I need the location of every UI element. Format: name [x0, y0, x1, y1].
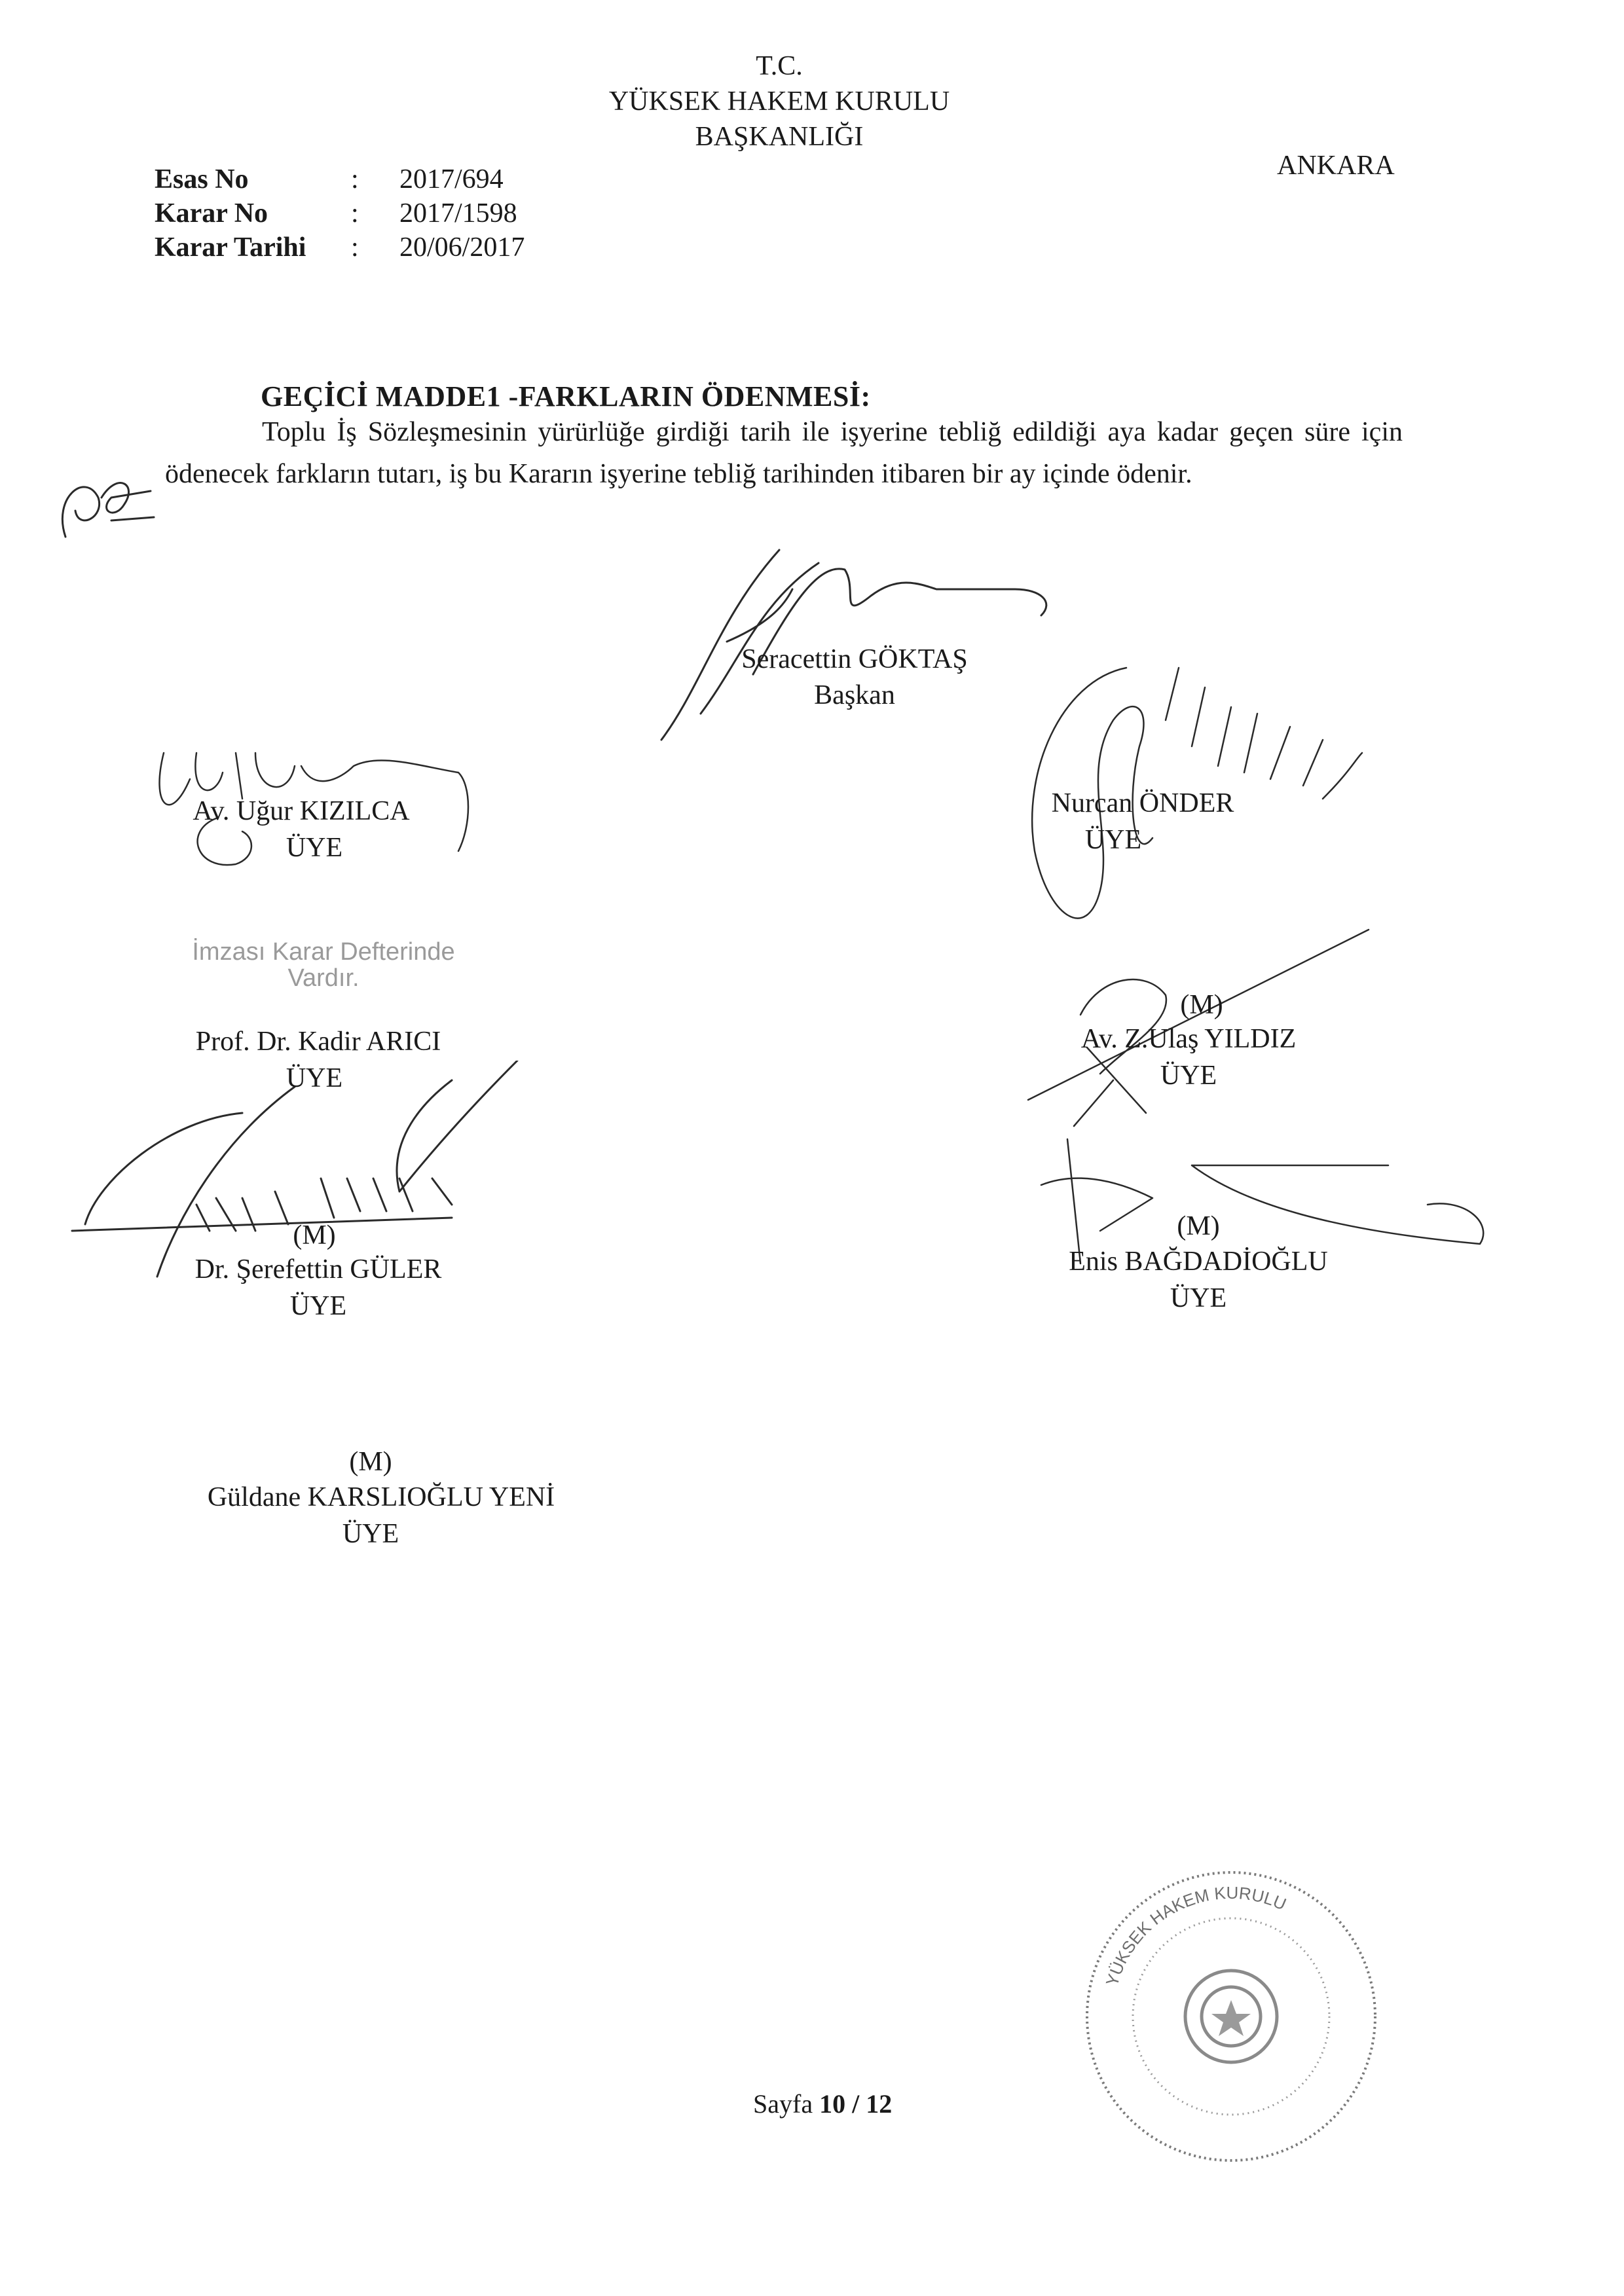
stamp-text: YÜKSEK HAKEM KURULU: [1101, 1882, 1289, 1988]
guler-name: Dr. Şerefettin GÜLER: [194, 1254, 442, 1285]
header-city: ANKARA: [1277, 151, 1395, 181]
page-number: 10 / 12: [819, 2089, 893, 2119]
karar-colon: :: [351, 198, 359, 228]
tarih-row: [155, 232, 525, 266]
onder-role: ÜYE: [1084, 825, 1142, 855]
page-label: Sayfa: [753, 2089, 813, 2119]
karar-row: [155, 198, 517, 232]
karslioglu-name: Güldane KARSLIOĞLU YENİ: [207, 1482, 555, 1512]
karslioglu-mark: (M): [349, 1447, 392, 1477]
bagdadioglu-role: ÜYE: [1170, 1283, 1227, 1313]
yildiz-role: ÜYE: [1160, 1061, 1217, 1091]
header-presidency: BAŞKANLIĞI: [695, 122, 864, 152]
kizilca-role: ÜYE: [286, 833, 343, 863]
karar-value: 2017/1598: [399, 198, 517, 228]
esas-label: Esas No: [155, 164, 249, 194]
esas-row: [155, 164, 504, 198]
guler-mark: (M): [293, 1220, 336, 1250]
karslioglu-role: ÜYE: [342, 1519, 399, 1549]
tarih-label: Karar Tarihi: [155, 232, 306, 263]
page-footer: [753, 2088, 892, 2119]
article-body: Toplu İş Sözleşmesinin yürürlüğe girdiği tarih ile işyerine tebliğ edildiği aya kadar geçen süre için ödenecek farkların tutarı, iş bu Kararın işyerine tebliğ tarihinden itibaren bir ay içinde ödenir.: [165, 417, 1403, 489]
president-role: Başkan: [814, 680, 895, 710]
bagdadioglu-mark: (M): [1177, 1211, 1220, 1241]
official-seal-stamp: [1074, 1859, 1388, 2174]
arici-name: Prof. Dr. Kadir ARICI: [195, 1027, 441, 1057]
header-institution: YÜKSEK HAKEM KURULU: [608, 86, 950, 117]
tarih-value: 20/06/2017: [399, 232, 525, 263]
tarih-colon: :: [351, 232, 359, 263]
yildiz-mark: (M): [1180, 990, 1223, 1020]
arici-role: ÜYE: [286, 1063, 343, 1093]
guler-role: ÜYE: [289, 1291, 347, 1321]
onder-name: Nurcan ÖNDER: [1051, 788, 1234, 818]
kizilca-name: Av. Uğur KIZILCA: [193, 796, 410, 826]
margin-initial-mark: [39, 458, 157, 556]
esas-colon: :: [351, 164, 359, 194]
president-name: Seracettin GÖKTAŞ: [741, 644, 968, 674]
yildiz-name: Av. Z.Ulaş YILDIZ: [1080, 1024, 1297, 1054]
arici-defter-note: İmzası Karar Defterinde Vardır.: [192, 938, 455, 992]
article-heading: GEÇİCİ MADDE1 -FARKLARIN ÖDENMESİ:: [261, 380, 871, 412]
header-tc: T.C.: [756, 51, 803, 81]
karar-label: Karar No: [155, 198, 268, 228]
bagdadioglu-name: Enis BAĞDADİOĞLU: [1069, 1247, 1328, 1277]
esas-value: 2017/694: [399, 164, 504, 194]
